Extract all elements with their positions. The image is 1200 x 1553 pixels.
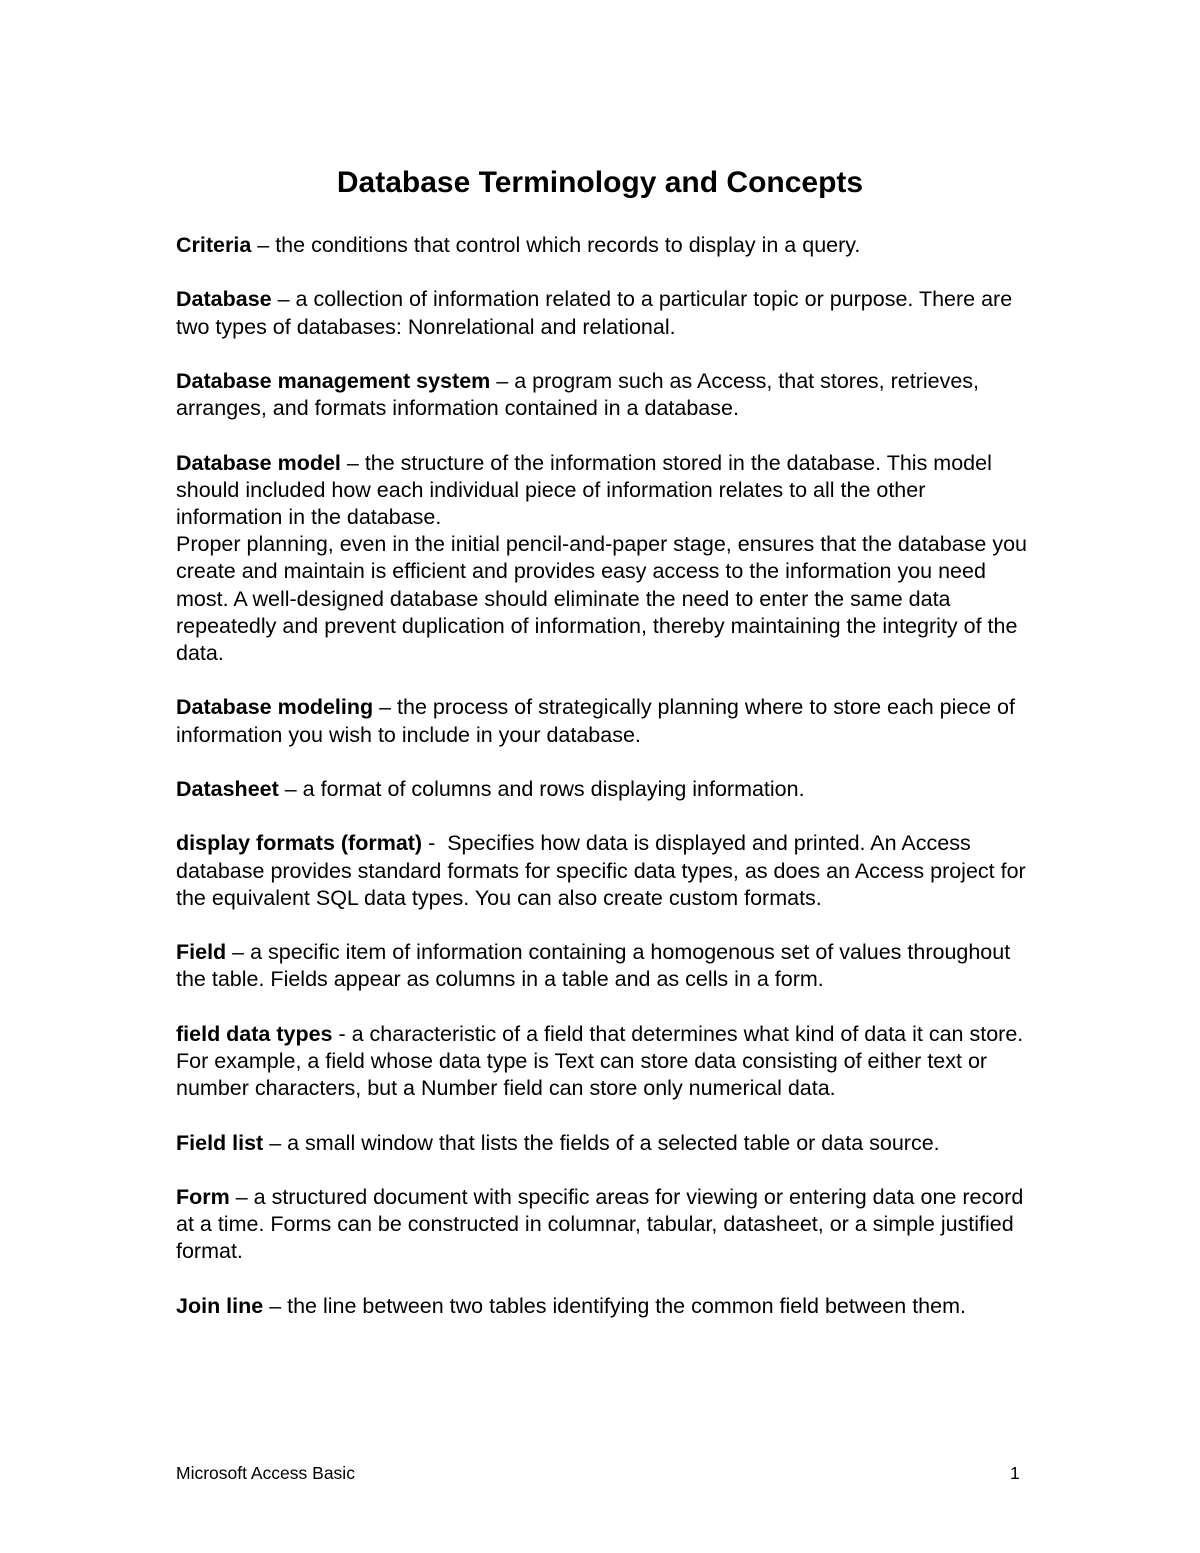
entry-text <box>176 368 1036 422</box>
entry-separator: – <box>251 233 276 257</box>
entry-text <box>176 286 1036 340</box>
glossary-entry-form <box>176 1184 1036 1266</box>
entry-separator: - <box>332 1021 352 1046</box>
entry-term: field data types <box>176 1021 333 1046</box>
entry-text <box>176 450 1036 532</box>
entry-term: Database modeling <box>176 695 374 720</box>
glossary-entry-database-model <box>176 450 1036 668</box>
entry-term: Database model <box>176 450 341 475</box>
entry-definition: the process of strategically planning where to store each piece of information you wish to include in your database. <box>176 695 1015 747</box>
entry-definition: Specifies how data is displayed and printed. An Access database provides standard formats for specific data types, as does an Access project for the equivalent SQL data types. You can also create custom formats. <box>176 831 1032 910</box>
entry-separator: – <box>271 287 296 312</box>
entry-term: Criteria <box>176 233 252 257</box>
entry-extra-paragraph: Proper planning, even in the initial pencil-and-paper stage, ensures that the database you create and maintain is efficient and provides easy access to the information you need most. A well-designed database should eliminate the need to enter the same data repeatedly and prevent duplication of information, thereby maintaining the integrity of the data. <box>176 532 1028 665</box>
entry-definition: a program such as Access, that stores, retrieves, arranges, and formats information contained in a database. <box>176 368 980 421</box>
entry-separator: – <box>340 450 365 475</box>
entry-text <box>176 1021 1036 1103</box>
glossary-entry-field-data-types <box>176 1021 1036 1103</box>
entry-separator: - <box>422 831 448 856</box>
footer-page-number: 1 <box>1010 1463 1020 1483</box>
entry-term: Field <box>176 940 227 965</box>
entry-separator: – <box>263 1130 288 1155</box>
glossary-entry-field <box>176 939 1036 993</box>
entry-text <box>176 1184 1036 1266</box>
page-title: Database Terminology and Concepts <box>336 166 864 199</box>
glossary <box>176 232 1036 1347</box>
entry-text <box>176 1130 1036 1157</box>
entry-text <box>176 939 1036 993</box>
entry-definition: the conditions that control which records to display in a query. <box>275 233 861 257</box>
entry-term: Datasheet <box>176 776 279 801</box>
glossary-entry-database <box>176 286 1036 340</box>
entry-term: Database <box>176 287 272 312</box>
glossary-entry-database-management-system <box>176 368 1036 422</box>
entry-definition: the structure of the information stored in the database. This model should included how each individual piece of information relates to all the other information in the database. <box>176 450 992 529</box>
entry-text <box>176 830 1036 912</box>
entry-definition: a small window that lists the fields of a selected table or data source. <box>287 1130 940 1155</box>
glossary-entry-criteria <box>176 232 1036 259</box>
entry-text <box>176 232 1036 259</box>
entry-term: Field list <box>176 1130 264 1155</box>
footer-document-title: Microsoft Access Basic <box>176 1463 355 1483</box>
entry-definition: a collection of information related to a particular topic or purpose. There are two types of databases: Nonrelational and relational. <box>176 287 1013 339</box>
entry-separator: – <box>263 1293 288 1318</box>
entry-text <box>176 694 1036 748</box>
entry-term: Database management system <box>176 368 491 393</box>
entry-separator: – <box>226 940 251 965</box>
entry-term: display formats (format) <box>176 831 423 856</box>
entry-definition: a structured document with specific areas for viewing or entering data one record at a time. Forms can be constructed in columnar, tabular, datasheet, or a simple justified format. <box>176 1184 1024 1264</box>
glossary-entry-datasheet <box>176 776 1036 803</box>
entry-term: Form <box>176 1184 230 1209</box>
entry-text <box>176 776 1036 803</box>
entry-term: Join line <box>176 1293 264 1318</box>
glossary-entry-field-list <box>176 1130 1036 1157</box>
entry-definition: the line between two tables identifying the common field between them. <box>287 1293 966 1318</box>
entry-text <box>176 1293 1036 1320</box>
entry-definition: a format of columns and rows displaying information. <box>302 776 805 801</box>
glossary-entry-join-line <box>176 1293 1036 1320</box>
entry-separator: – <box>278 776 303 801</box>
glossary-entry-database-modeling <box>176 694 1036 748</box>
entry-separator: – <box>373 695 398 720</box>
entry-separator: – <box>490 368 515 393</box>
entry-definition: a characteristic of a field that determines what kind of data it can store. For example, a field whose data type is Text can store data consisting of either text or number characters, but a Number field can store only numerical data. <box>176 1021 1024 1101</box>
entry-separator: – <box>229 1184 254 1209</box>
entry-definition: a specific item of information containing a homogenous set of values throughout the table. Fields appear as columns in a table and as cells in a form. <box>176 940 1011 992</box>
glossary-entry-display-formats <box>176 830 1036 912</box>
